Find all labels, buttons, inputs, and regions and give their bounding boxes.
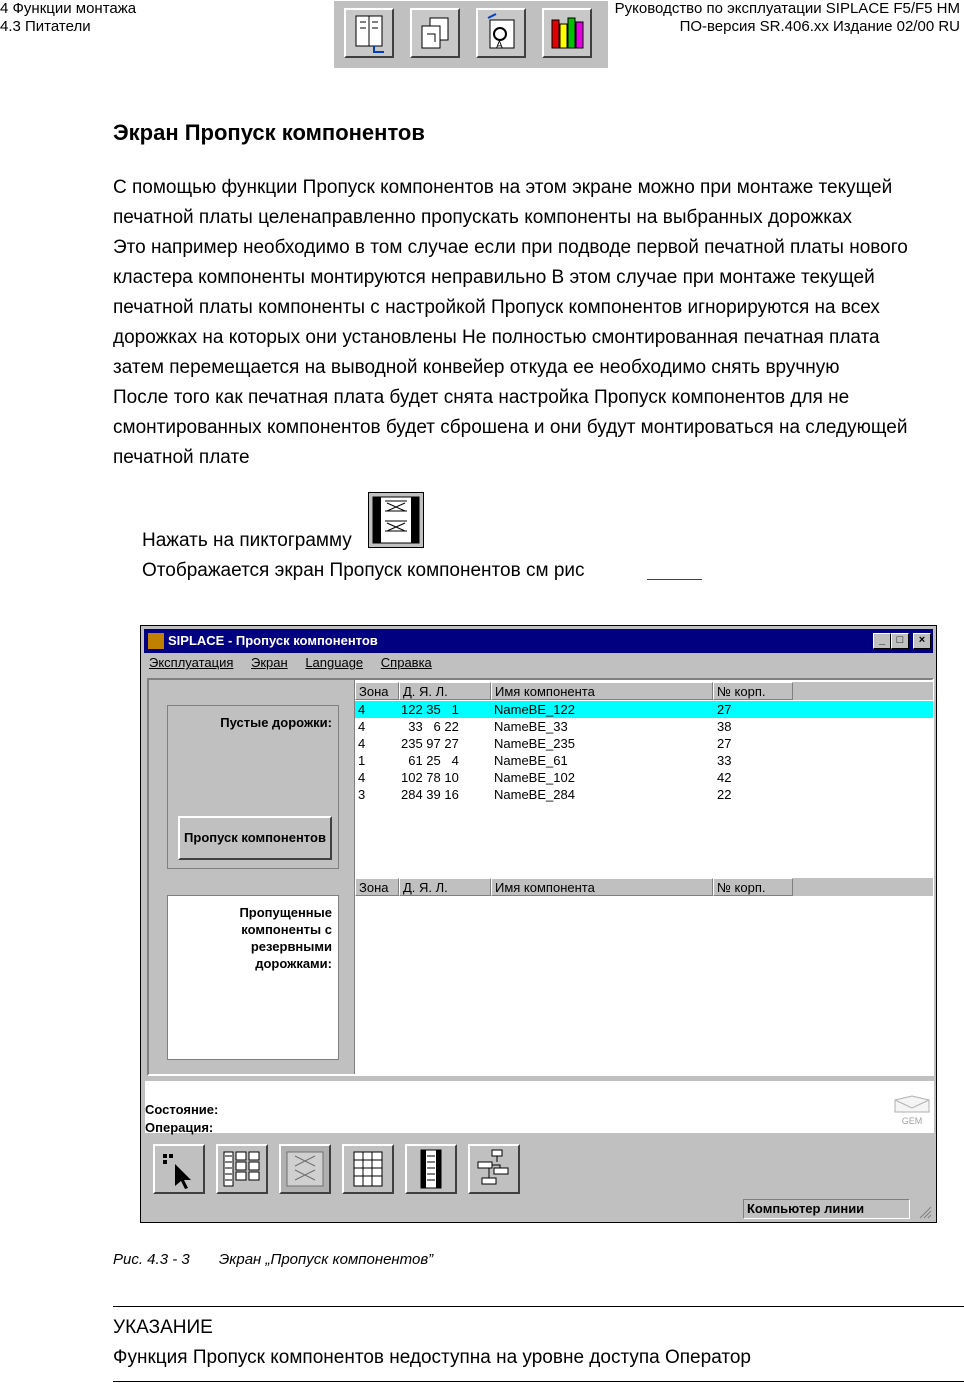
table-row[interactable] — [355, 786, 933, 803]
menu-language[interactable]: Language — [305, 655, 364, 670]
paragraph-line: дорожках на которых они установлены Не полностью смонтированная печатная плата — [113, 327, 880, 348]
menu-bar — [149, 655, 446, 670]
cell-zone: 4 — [358, 736, 366, 751]
cell-case: 27 — [717, 736, 732, 751]
paragraph-line: кластера компоненты монтируются неправильно В этом случае при монтаже текущей — [113, 267, 875, 288]
col-name[interactable]: Имя компонента — [491, 682, 713, 700]
menu-operation[interactable]: Эксплуатация — [149, 655, 234, 670]
cell-case: 38 — [717, 719, 732, 734]
paragraph-line: печатной плате — [113, 447, 250, 468]
instruction-2: Отображается экран Пропуск компонентов см рис — [142, 560, 585, 581]
description-paragraph — [113, 173, 908, 473]
close-icon[interactable]: × — [913, 633, 931, 649]
cell-dyl: 33 6 22 — [401, 719, 459, 734]
paragraph-line: С помощью функции Пропуск компонентов на этом экране можно при монтаже текущей — [113, 177, 893, 198]
col-case[interactable]: № корп. — [713, 682, 793, 700]
table-row[interactable] — [355, 701, 933, 718]
cell-name: NameBE_122 — [494, 702, 575, 717]
books-library-icon[interactable] — [542, 8, 592, 58]
paragraph-line: печатной платы компоненты с настройкой Пропуск компонентов игнорируются на всех — [113, 297, 880, 318]
header-left-line1: 4 Функции монтажа — [0, 0, 137, 17]
siplace-window — [140, 625, 937, 1223]
maximize-icon[interactable]: □ — [891, 633, 909, 649]
state-label: Состояние: — [145, 1102, 219, 1117]
cell-name: NameBE_235 — [494, 736, 575, 751]
table-row[interactable] — [355, 735, 933, 752]
svg-text:A: A — [496, 40, 503, 51]
cell-case: 27 — [717, 702, 732, 717]
table-row[interactable] — [355, 718, 933, 735]
left-panel — [149, 680, 355, 1074]
cell-case: 42 — [717, 770, 732, 785]
window-title: SIPLACE - Пропуск компонентов — [168, 633, 378, 648]
cell-name: NameBE_284 — [494, 787, 575, 802]
col-dyl[interactable]: Д. Я. Л. — [399, 878, 491, 896]
select-pointer-button[interactable] — [153, 1144, 205, 1194]
paragraph-line: печатной платы целенаправленно пропускать компоненты на выбранных дорожках — [113, 207, 853, 228]
col-name[interactable]: Имя компонента — [491, 878, 713, 896]
status-area — [145, 1081, 934, 1133]
cell-zone: 4 — [358, 770, 366, 785]
window-titlebar[interactable] — [144, 629, 933, 653]
col-case[interactable]: № корп. — [713, 878, 793, 896]
table-view-icon[interactable] — [344, 8, 394, 58]
cell-dyl: 284 39 16 — [401, 787, 459, 802]
cell-dyl: 122 35 1 — [401, 702, 459, 717]
tape-feeder-button[interactable] — [405, 1144, 457, 1194]
cell-case: 22 — [717, 787, 732, 802]
gem-text: GEM — [901, 1116, 923, 1126]
cell-name: NameBE_102 — [494, 770, 575, 785]
skipped-label-line: Пропущенные — [239, 905, 332, 920]
instruction-1: Нажать на пиктограмму — [142, 530, 352, 551]
operation-label: Операция: — [145, 1120, 214, 1135]
cell-case: 33 — [717, 753, 732, 768]
cell-dyl: 235 97 27 — [401, 736, 459, 751]
menu-screen[interactable]: Экран — [251, 655, 288, 670]
figure-reference-line[interactable] — [647, 579, 702, 580]
note-text: Функция Пропуск компонентов недоступна на уровне доступа Оператор — [113, 1347, 751, 1368]
col-dyl[interactable]: Д. Я. Л. — [399, 682, 491, 700]
app-icon — [148, 633, 164, 649]
paragraph-line: смонтированных компонентов будет сброшена и они будут монтироваться на следующей — [113, 417, 908, 438]
figure-caption: Рис. 4.3 - 3 Экран „Пропуск компонентов” — [113, 1251, 434, 1268]
header-left-line2: 4.3 Питатели — [0, 18, 91, 35]
grid-view-button[interactable] — [342, 1144, 394, 1194]
cell-zone: 1 — [358, 753, 366, 768]
status-bar-computer: Компьютер линии — [743, 1199, 910, 1219]
header-toolbar — [334, 1, 608, 68]
note-title: УКАЗАНИЕ — [113, 1317, 213, 1338]
empty-tracks-box — [167, 705, 339, 869]
header-right-line2: ПО-версия SR.406.xx Издание 02/00 RU — [679, 18, 960, 35]
table-header-bottom — [355, 878, 933, 896]
cell-zone: 3 — [358, 787, 366, 802]
skip-components-icon — [368, 492, 424, 548]
skipped-label — [239, 904, 332, 972]
note-divider-top — [113, 1306, 964, 1307]
cell-zone: 4 — [358, 702, 366, 717]
header-right-line1: Руководство по эксплуатации SIPLACE F5/F5 HM — [614, 0, 960, 17]
table-header-top — [355, 682, 933, 700]
section-title: Экран Пропуск компонентов — [113, 120, 425, 145]
table-row[interactable] — [355, 769, 933, 786]
resize-grip-icon[interactable] — [918, 1205, 932, 1219]
skipped-label-line: резервными — [250, 939, 332, 954]
cell-dyl: 102 78 10 — [401, 770, 459, 785]
skipped-label-line: дорожками: — [255, 956, 332, 971]
empty-tracks-label: Пустые дорожки: — [220, 715, 332, 730]
minimize-icon[interactable]: _ — [873, 633, 891, 649]
gem-mail-icon — [893, 1094, 931, 1126]
col-zone[interactable]: Зона — [355, 682, 399, 700]
cell-name: NameBE_33 — [494, 719, 568, 734]
cell-dyl: 61 25 4 — [401, 753, 459, 768]
cell-zone: 4 — [358, 719, 366, 734]
skipped-box — [167, 895, 339, 1060]
feeder-list-button[interactable] — [216, 1144, 268, 1194]
main-area — [147, 678, 934, 1076]
note-divider-bottom — [113, 1381, 964, 1382]
layout-tree-button[interactable] — [468, 1144, 520, 1194]
cell-name: NameBE_61 — [494, 753, 568, 768]
menu-help[interactable]: Справка — [380, 655, 432, 670]
copy-pages-icon[interactable] — [410, 8, 460, 58]
paragraph-line: После того как печатная плата будет снята настройка Пропуск компонентов для не — [113, 387, 850, 408]
skipped-label-line: компоненты с — [241, 922, 332, 937]
paragraph-line: Это например необходимо в том случае если при подводе первой печатной платы нового — [113, 237, 908, 258]
skip-components-button[interactable]: Пропуск компонентов — [178, 816, 332, 860]
document-search-icon[interactable] — [476, 8, 526, 58]
table-row[interactable] — [355, 752, 933, 769]
skip-components-tool-button[interactable] — [279, 1144, 331, 1194]
col-zone[interactable]: Зона — [355, 878, 399, 896]
paragraph-line: затем перемещается на выводной конвейер откуда ее необходимо снять вручную — [113, 357, 840, 378]
